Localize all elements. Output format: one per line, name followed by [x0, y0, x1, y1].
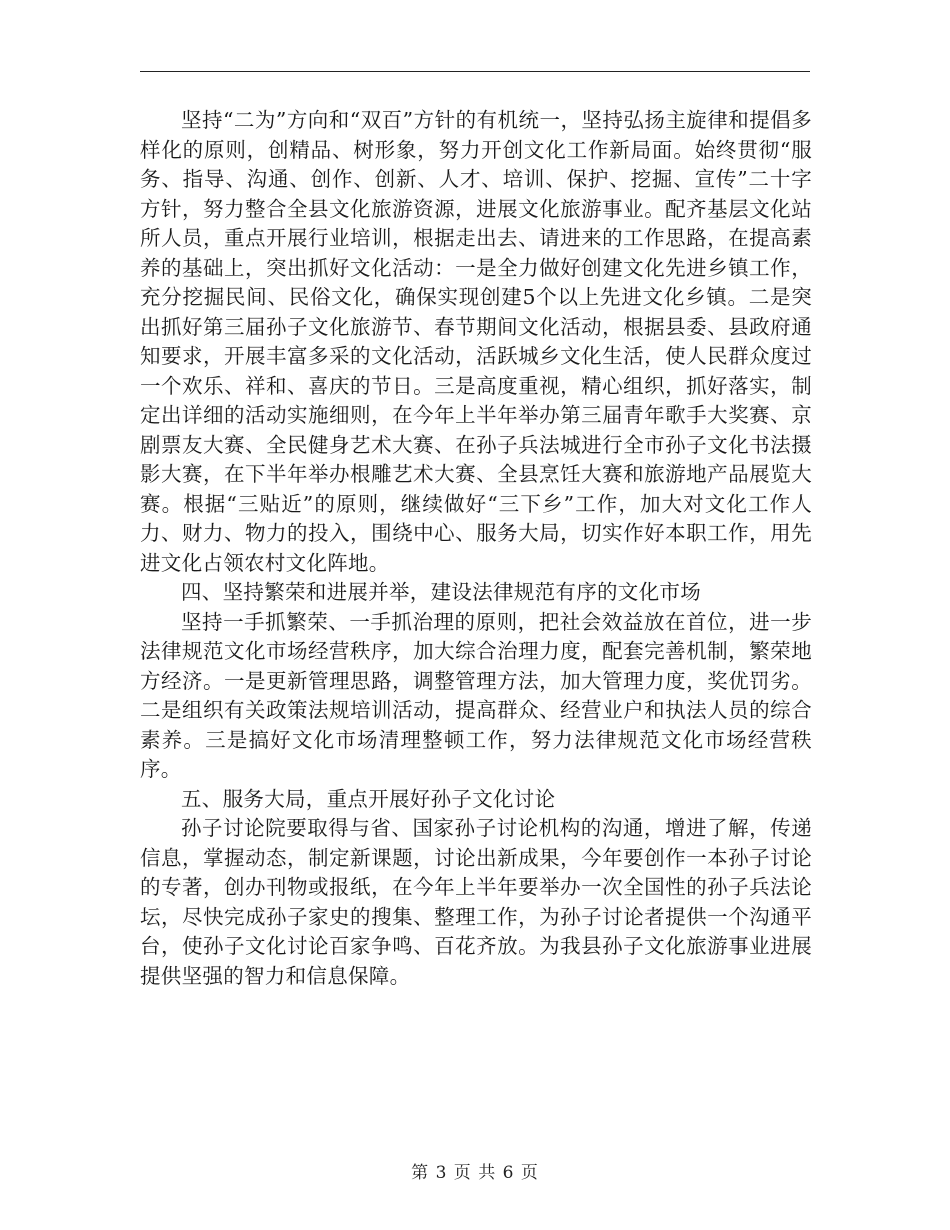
- section-heading-four: 四、坚持繁荣和进展并举，建设法律规范有序的文化市场: [181, 580, 701, 604]
- paragraph-cultural-market: 坚持一手抓繁荣、一手抓治理的原则，把社会效益放在首位，进一步法律规范文化市场经营秩序，加大综合治理力度，配套完善机制，繁荣地方经济。一是更新管理思路，调整管理方法，加大管理力度，奖优罚劣。二是组织有关政策法规培训活动，提高群众、经营业户和执法人员的综合素养。三是搞好文化市场清理整顿工作，努力法律规范文化市场经营秩序。: [140, 609, 812, 781]
- document-body: [140, 106, 812, 991]
- page-number-footer: 第 3 页 共 6 页: [411, 1163, 539, 1183]
- section-heading-five: 五、服务大局，重点开展好孙子文化讨论: [181, 786, 556, 811]
- paragraph-sunzi-research: 孙子讨论院要取得与省、国家孙子讨论机构的沟通，增进了解，传递信息，掌握动态，制定新课题，讨论出新成果，今年要创作一本孙子讨论的专著，创办刊物或报纸，在今年上半年要举办一次全国性的孙子兵法论坛，尽快完成孙子家史的搜集、整理工作，为孙子讨论者提供一个沟通平台，使孙子文化讨论百家争鸣、百花齐放。为我县孙子文化旅游事业进展提供坚强的智力和信息保障。: [140, 816, 812, 988]
- header-rule: [140, 71, 810, 72]
- paragraph-cultural-activities: 坚持“二为”方向和“双百”方针的有机统一，坚持弘扬主旋律和提倡多样化的原则，创精品、树形象，努力开创文化工作新局面。始终贯彻“服务、指导、沟通、创作、创新、人才、培训、保护、挖掘、宣传”二十字方针，努力整合全县文化旅游资源，进展文化旅游事业。配齐基层文化站所人员，重点开展行业培训，根据走出去、请进来的工作思路，在提高素养的基础上，突出抓好文化活动：一是全力做好创建文化先进乡镇工作，充分挖掘民间、民俗文化，确保实现创建5个以上先进文化乡镇。二是突出抓好第三届孙子文化旅游节、春节期间文化活动，根据县委、县政府通知要求，开展丰富多采的文化活动，活跃城乡文化生活，使人民群众度过一个欢乐、祥和、喜庆的节日。三是高度重视，精心组织，抓好落实，制定出详细的活动实施细则，在今年上半年举办第三届青年歌手大奖赛、京剧票友大赛、全民健身艺术大赛、在孙子兵法城进行全市孙子文化书法摄影大赛，在下半年举办根雕艺术大赛、全县烹饪大赛和旅游地产品展览大赛。根据“三贴近”的原则，继续做好“三下乡”工作，加大对文化工作人力、财力、物力的投入，围绕中心、服务大局，切实作好本职工作，用先进文化占领农村文化阵地。: [140, 108, 812, 575]
